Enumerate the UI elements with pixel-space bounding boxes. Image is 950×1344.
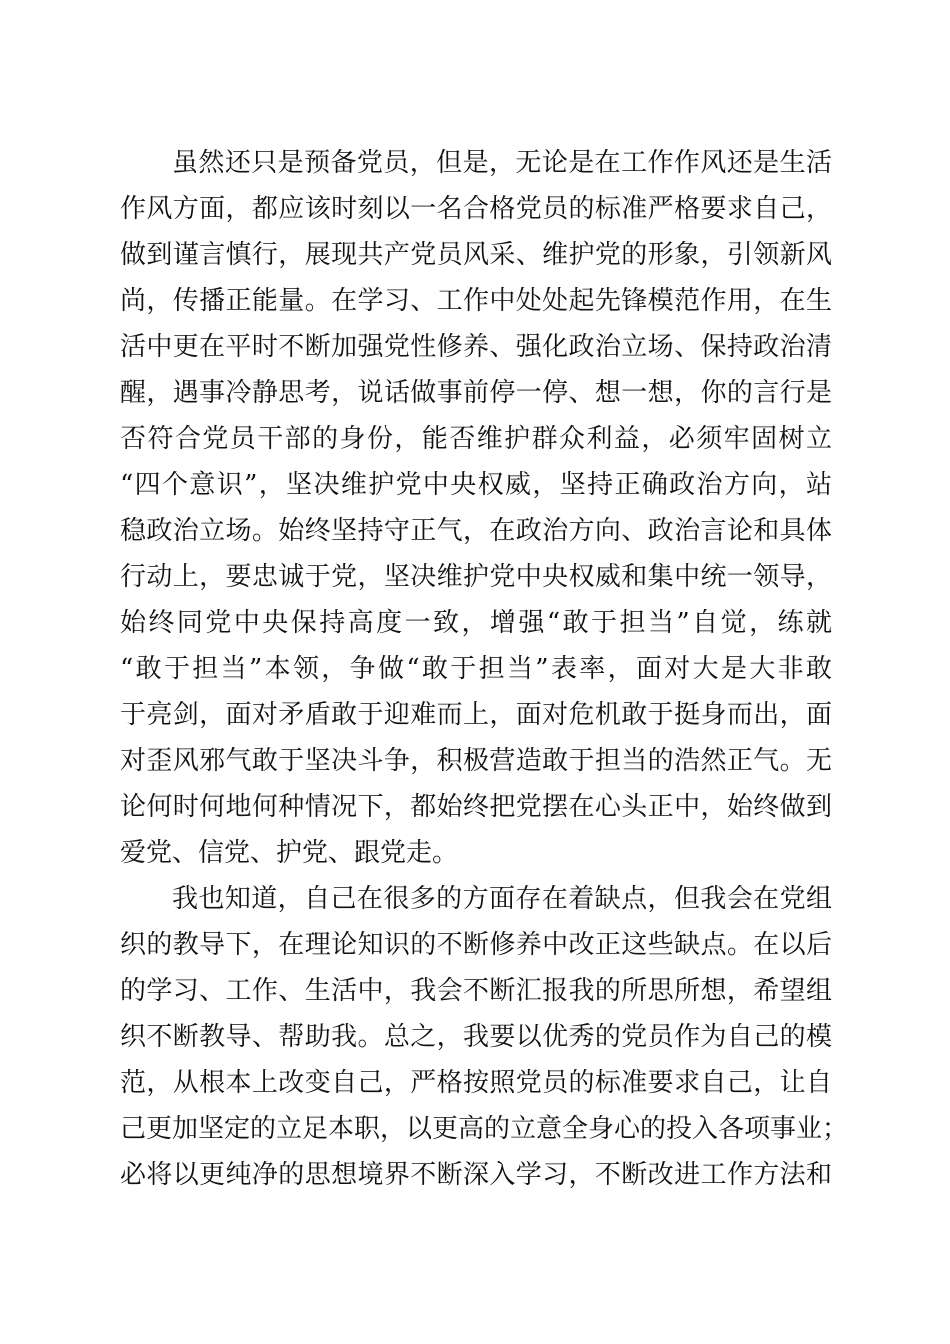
paragraph-2-line-7: 必将以更纯净的思想境界不断深入学习，不断改进工作方法和: [120, 1160, 832, 1190]
paragraph-1-line-4: 尚，传播正能量。在学习、工作中处处起先锋模范作用，在生: [120, 286, 832, 316]
paragraph-1-line-5: 活中更在平时不断加强党性修养、强化政治立场、保持政治清: [120, 332, 832, 362]
paragraph-1-line-15: 论何时何地何种情况下，都始终把党摆在心头正中，始终做到: [120, 792, 832, 822]
paragraph-1-line-3: 做到谨言慎行，展现共产党员风采、维护党的形象，引领新风: [120, 240, 832, 270]
paragraph-2-line-3: 的学习、工作、生活中，我会不断汇报我的所思所想，希望组: [120, 976, 832, 1006]
paragraph-1-line-11: 始终同党中央保持高度一致，增强“敢于担当”自觉，练就: [120, 608, 832, 638]
paragraph-1-line-13: 于亮剑，面对矛盾敢于迎难而上，面对危机敢于挺身而出，面: [120, 700, 832, 730]
paragraph-2-line-5: 范，从根本上改变自己，严格按照党员的标准要求自己，让自: [120, 1068, 832, 1098]
paragraph-1-line-8: “四个意识”，坚决维护党中央权威，坚持正确政治方向，站: [120, 470, 832, 500]
paragraph-2-line-2: 织的教导下，在理论知识的不断修养中改正这些缺点。在以后: [120, 930, 832, 960]
paragraph-1-line-16: 爱党、信党、护党、跟党走。: [120, 838, 459, 868]
paragraph-1-line-7: 否符合党员干部的身份，能否维护群众利益，必须牢固树立: [120, 424, 832, 454]
paragraph-1-line-1: 虽然还只是预备党员，但是，无论是在工作作风还是生活: [172, 148, 832, 178]
paragraph-2-line-6: 己更加坚定的立足本职，以更高的立意全身心的投入各项事业；: [120, 1114, 849, 1144]
paragraph-1-line-9: 稳政治立场。始终坚持守正气，在政治方向、政治言论和具体: [120, 516, 832, 546]
paragraph-1-line-2: 作风方面，都应该时刻以一名合格党员的标准严格要求自己，: [120, 194, 832, 224]
paragraph-1-line-14: 对歪风邪气敢于坚决斗争，积极营造敢于担当的浩然正气。无: [120, 746, 832, 776]
paragraph-1-line-12: “敢于担当”本领，争做“敢于担当”表率，面对大是大非敢: [120, 654, 832, 684]
paragraph-1-line-6: 醒，遇事冷静思考，说话做事前停一停、想一想，你的言行是: [120, 378, 832, 408]
paragraph-1-line-10: 行动上，要忠诚于党，坚决维护党中央权威和集中统一领导，: [120, 562, 832, 592]
paragraph-2-line-4: 织不断教导、帮助我。总之，我要以优秀的党员作为自己的模: [120, 1022, 832, 1052]
paragraph-2-line-1: 我也知道，自己在很多的方面存在着缺点，但我会在党组: [172, 884, 832, 914]
document-body: [120, 140, 849, 1198]
